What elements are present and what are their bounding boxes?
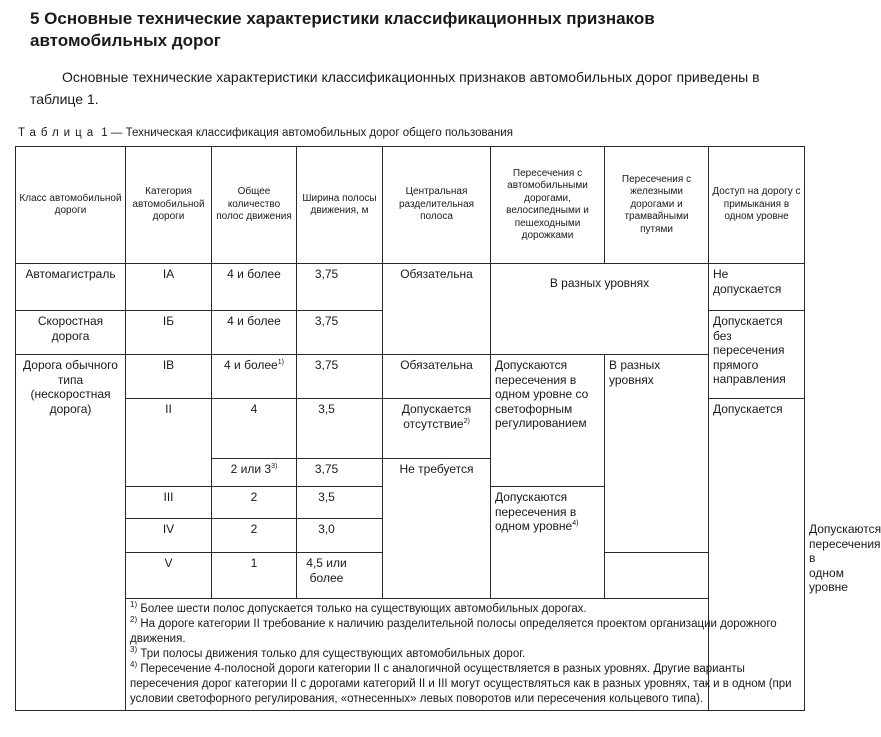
cell-median: Обязательна <box>383 264 491 355</box>
table-header-row <box>16 147 805 264</box>
cell-lanes <box>212 459 297 487</box>
median-value: Допускается отсутствие <box>401 402 472 431</box>
footnotes-cell <box>126 598 805 710</box>
cell-crossings-different-levels: В разных уровнях <box>491 264 709 355</box>
cell-category: III <box>126 487 212 519</box>
table-row <box>16 355 805 399</box>
cell-lanes: 2 <box>212 519 297 553</box>
lanes-value: 2 или 3 <box>230 462 272 476</box>
footnote-1 <box>130 599 800 617</box>
table-row: IV 2 3,0 Допускаются пересечения в одном уровне <box>16 519 805 553</box>
footnote-4-mark: 4) <box>130 659 138 669</box>
section-heading <box>30 8 810 52</box>
intro-paragraph: Основные технические характеристики классификационных признаков автомобильных дорог приведены в таблице 1. <box>30 69 760 107</box>
cell-median: Не требуется <box>383 459 491 599</box>
cell-lanes <box>212 355 297 399</box>
footnote-mark: 1) <box>277 359 284 366</box>
cell-category: IБ <box>126 311 212 355</box>
cell-road-crossings: Допускаются пересечения в одном уровне со светофорным регулированием <box>491 355 605 487</box>
cell-category: IВ <box>126 355 212 399</box>
footnote-3 <box>130 644 800 662</box>
cell-road-crossings <box>491 487 605 599</box>
footnote-1-mark: 1) <box>130 599 138 609</box>
header-median-strip: Центральная разделительная полоса <box>383 147 491 264</box>
cell-lane-width: 3,75 <box>297 264 383 311</box>
cell-category: II <box>126 399 212 487</box>
cell-lanes: 2 <box>212 487 297 519</box>
table-caption-word: Таблица <box>18 127 99 139</box>
cell-access: Допускается <box>709 399 805 711</box>
cell-lane-width: 3,0 <box>297 519 383 553</box>
footnote-2 <box>130 614 800 647</box>
footnote-3-text: Три полосы движения только для существующих автомобильных дорог. <box>140 647 526 660</box>
cell-lane-width: 3,5 <box>297 399 383 459</box>
cell-median <box>383 399 491 459</box>
table-caption <box>18 126 808 140</box>
header-road-category: Категория автомобильной дороги <box>126 147 212 264</box>
cell-category: V <box>126 553 212 598</box>
cell-lane-width: 3,75 <box>297 355 383 399</box>
footnote-4 <box>130 659 800 707</box>
section-heading-line1: 5 Основные технические характеристики классификационных признаков <box>30 9 655 28</box>
cell-lane-width: 3,75 <box>297 459 383 487</box>
footnote-1-text: Более шести полос допускается только на существующих автомобильных дорогах. <box>140 602 587 615</box>
footnote-mark: 4) <box>572 520 579 527</box>
cell-lane-width: 3,5 <box>297 487 383 519</box>
table-row <box>16 264 805 311</box>
footnotes-row <box>16 598 805 710</box>
footnote-mark: 2) <box>463 417 470 425</box>
road-classification-table <box>15 146 881 711</box>
cell-lanes: 4 и более <box>212 311 297 355</box>
cell-lane-width: 3,75 <box>297 311 383 355</box>
cell-class-express: Скоростная дорога <box>16 311 126 355</box>
crossings-value: Допускаются пересечения в одном уровне <box>495 490 577 533</box>
cell-lanes: 4 и более <box>212 264 297 311</box>
cell-class-ordinary: Дорога обычного типа (нескоростная дорога) <box>16 355 126 711</box>
footnote-mark: 3) <box>271 463 278 470</box>
cell-category: IА <box>126 264 212 311</box>
cell-class-highway: Автомагистраль <box>16 264 126 311</box>
header-road-class: Класс автомобильной дороги <box>16 147 126 264</box>
footnote-3-mark: 3) <box>130 644 138 654</box>
section-heading-line2: автомобильных дорог <box>30 31 221 50</box>
cell-median: Обязательна <box>383 355 491 399</box>
cell-lane-width: 4,5 или более <box>297 553 383 598</box>
cell-lanes: 4 <box>212 399 297 459</box>
footnote-2-text: На дороге категории II требование к наличию разделительной полосы определяется проектом организации дорожного движения. <box>130 617 777 645</box>
cell-access: Не допускается <box>709 264 805 311</box>
cell-access: Допускается без пересечения прямого направления <box>709 311 805 399</box>
footnote-2-mark: 2) <box>130 614 138 624</box>
header-road-crossings: Пересечения с автомобильными дорогами, велосипедными и пешеходными дорожками <box>491 147 605 264</box>
cell-lanes: 1 <box>212 553 297 598</box>
footnote-4-text: Пересечение 4-полосной дороги категории II с аналогичной осуществляется в разных уровнях. Другие варианты пересечения дорог категории II с дорогами категорий II и III могут осуществляться как в разных уровнях, так и в одном (при условии светофорного регулирования, «отнесенных» левых поворотов или пересечения кольцевого типа). <box>130 662 792 705</box>
header-access: Доступ на дорогу с примыкания в одном уровне <box>709 147 805 264</box>
header-lanes-total: Общее количество полос движения <box>212 147 297 264</box>
table-caption-text: 1 — Техническая классификация автомобильных дорог общего пользования <box>101 127 513 139</box>
lanes-value: 4 и более <box>224 358 278 372</box>
header-rail-crossings: Пересечения с железными дорогами и трамвайными путями <box>605 147 709 264</box>
cell-category: IV <box>126 519 212 553</box>
cell-rail-crossings: В разных уровнях <box>605 355 709 553</box>
header-lane-width: Ширина полосы движения, м <box>297 147 383 264</box>
